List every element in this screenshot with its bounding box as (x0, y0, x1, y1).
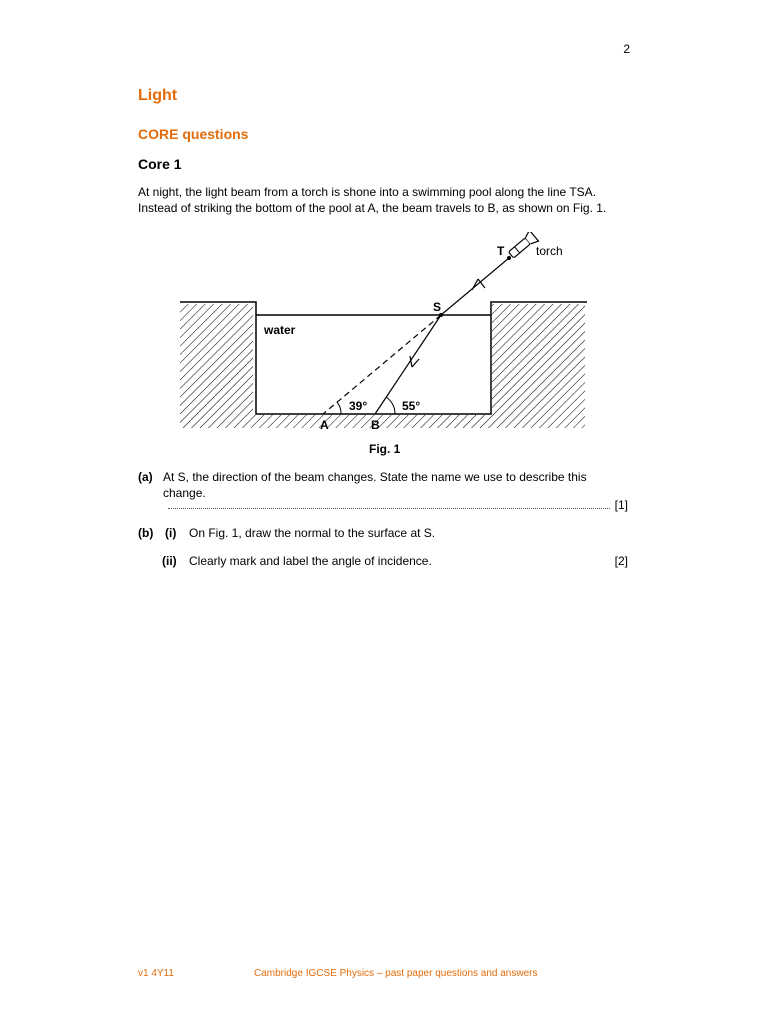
incident-arrow (472, 279, 485, 290)
question-b-i-label: (i) (165, 526, 177, 540)
question-b-label: (b) (138, 526, 154, 540)
question-b-i (138, 525, 628, 541)
label-s: S (433, 300, 442, 314)
intro-line-1: At night, the light beam from a torch is shone into a swimming pool along the line TSA. (138, 185, 597, 199)
label-t: T (497, 244, 505, 258)
question-b-ii (138, 553, 628, 569)
label-angle-a: 39° (349, 399, 368, 413)
footer-title: Cambridge IGCSE Physics – past paper questions and answers (254, 968, 538, 979)
question-b-i-text: On Fig. 1, draw the normal to the surface at S. (189, 526, 436, 540)
figure-1 (175, 232, 595, 432)
pool-interior (256, 302, 490, 414)
label-angle-b: 55° (402, 399, 421, 413)
section-title: Light (138, 87, 178, 104)
question-intro (138, 184, 628, 216)
question-a-label: (a) (138, 470, 153, 484)
label-torch: torch (536, 244, 563, 258)
label-point-b: B (371, 418, 380, 432)
point-t-dot (507, 256, 511, 260)
page-number: 2 (623, 42, 630, 56)
answer-dotted-line[interactable] (168, 508, 610, 509)
label-water: water (264, 323, 296, 337)
question-title: Core 1 (138, 156, 182, 172)
question-b-ii-text: Clearly mark and label the angle of incidence. (189, 554, 432, 568)
question-a-marks: [1] (614, 498, 628, 512)
figure-caption: Fig. 1 (369, 442, 401, 456)
label-point-a: A (320, 418, 329, 432)
answer-line-a[interactable] (138, 497, 628, 513)
subsection-title: CORE questions (138, 126, 249, 142)
torch-icon (507, 232, 539, 260)
question-a-text: At S, the direction of the beam changes. State the name we use to describe this change. (163, 470, 587, 500)
question-b-ii-marks: [2] (614, 554, 628, 568)
question-a (138, 469, 628, 500)
intro-line-2: Instead of striking the bottom of the pool at A, the beam travels to B, as shown on Fig. 1. (138, 201, 607, 215)
footer-version: v1 4Y11 (138, 968, 174, 979)
question-b-ii-label: (ii) (162, 554, 177, 568)
